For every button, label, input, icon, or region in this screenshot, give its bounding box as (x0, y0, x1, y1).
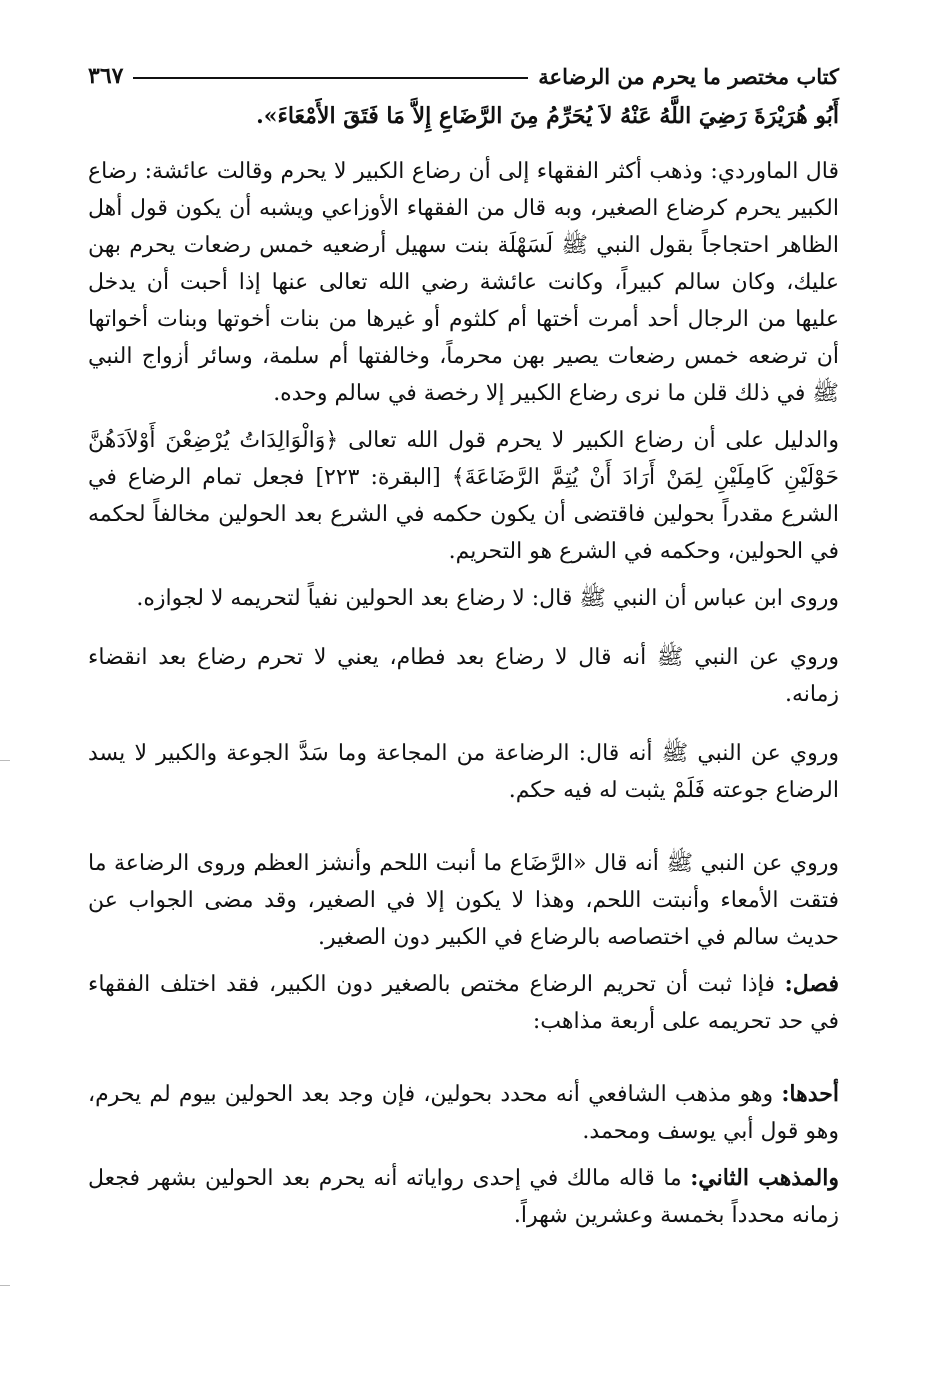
paragraph-text: وروي عن النبي ﷺ أنه قال: الرضاعة من المجاعة وما سَدَّ الجوعة والكبير لا يسد الرضاع جوعته فَلَمْ يثبت له فيه حكم. (88, 741, 839, 803)
section-lead: أحدها: (781, 1081, 839, 1107)
paragraph-mawardi (88, 153, 839, 412)
paragraph-text: وروي عن النبي ﷺ أنه قال «الرَّضَاع ما أنبت اللحم وأنشز العظم وروى الرضاعة ما فتقت الأمعاء وأنبتت اللحم، وهذا لا يكون إلا في الصغير، وقد مضى الجواب عن حديث سالم في اختصاصه بالرضاع في الكبير دون الصغير. (88, 851, 839, 950)
paragraph-text: وروي عن النبي ﷺ أنه قال لا رضاع بعد فطام، يعني لا تحرم رضاع بعد انقضاء زمانه. (88, 645, 839, 707)
paragraph-text: وروى ابن عباس أن النبي ﷺ قال: لا رضاع بعد الحولين نفياً لتحريمه لا لجوازه. (136, 586, 839, 611)
paragraph-text: فإذا ثبت أن تحريم الرضاع مختص بالصغير دون الكبير، فقد اختلف الفقهاء في حد تحريمه على أربعة مذاهب: (88, 972, 839, 1034)
page-number: ٣٦٧ (88, 63, 124, 89)
paragraph-text: قال الماوردي: وذهب أكثر الفقهاء إلى أن رضاع الكبير لا يحرم وقالت عائشة: رضاع الكبير يحرم كرضاع الصغير، وبه قال من الفقهاء الأوزاعي ويشبه أن يكون قول أهل الظاهر احتجاجاً بقول النبي ﷺ لَسَهْلَة بنت سهيل أرضعيه خمس رضعات يحرم بهن عليك، وكان سالم كبيراً، وكانت عائشة رضي الله تعالى عنها إذا أحبت أن يدخل عليها من الرجال أحد أمرت أختها أم كلثوم أو غيرها من بنات أخوتها وبنات أخواتها أن ترضعه خمس رضعات يصير بهن محرماً، وخالفتها أم سلمة، وسائر أزواج النبي ﷺ في ذلك قلن ما نرى رضاع الكبير إلا رخصة في سالم وحده. (88, 159, 839, 406)
paragraph-first-opinion (88, 1076, 839, 1150)
paragraph-fasl (88, 966, 839, 1040)
paragraph-text: وهو مذهب الشافعي أنه محدد بحولين، فإن وجد بعد الحولين بيوم لم يحرم، وهو قول أبي يوسف ومحمد. (88, 1082, 839, 1144)
paragraph-text: والدليل على أن رضاع الكبير لا يحرم قول الله تعالى ﴿وَالْوَالِدَاتُ يُرْضِعْنَ أَوْلاَدَهُنَّ حَوْلَيْنِ كَامِلَيْنِ لِمَنْ أَرَادَ أَنْ يُتِمَّ الرَّضَاعَةَ﴾ [البقرة: ٢٢٣] فجعل تمام الرضاع في الشرع مقدراً بحولين فاقتضى أن يكون حكمه في الشرع بعد الحولين مخالفاً لحكمه في الحولين، وحكمه في الشرع هو التحريم. (88, 428, 839, 564)
paragraph-radaa (88, 845, 839, 956)
paragraph-second-opinion (88, 1160, 839, 1234)
scan-margin-mark (0, 1285, 10, 1286)
quote-text: أَبُو هُرَيْرَةَ رَضِيَ اللَّهُ عَنْهُ لاَ يُحَرِّمُ مِنَ الرَّضَاعِ إِلاَّ مَا فَتَقَ الأَمْعَاءَ». (256, 103, 839, 129)
paragraph-ibn-abbas (88, 580, 839, 617)
scan-margin-mark (0, 760, 10, 761)
paragraph-evidence (88, 422, 839, 570)
paragraph-majaa (88, 735, 839, 809)
paragraph-fitam (88, 639, 839, 713)
quote-line (88, 98, 839, 135)
section-lead: والمذهب الثاني: (690, 1165, 839, 1191)
book-title: كتاب مختصر ما يحرم من الرضاعة (538, 63, 839, 89)
paragraph-text: ما قاله مالك في إحدى رواياته أنه يحرم بعد الحولين بشهر فجعل زمانه محدداً بخمسة وعشرين شهراً. (88, 1166, 839, 1228)
running-header (88, 58, 839, 94)
header-rule (133, 77, 528, 79)
section-lead: فصل: (784, 971, 839, 997)
